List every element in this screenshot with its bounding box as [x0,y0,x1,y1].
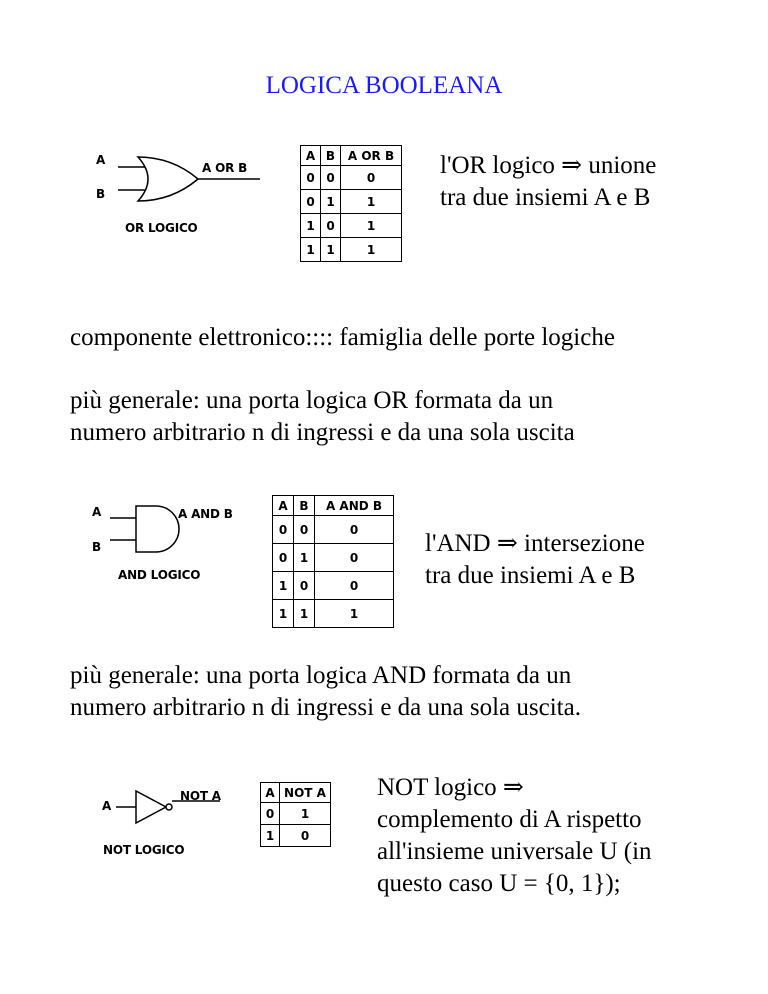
table-cell: 0 [321,214,341,238]
not-description-line: all'insieme universale U (in [377,838,652,865]
table-cell: 1 [321,190,341,214]
and-general-paragraph [70,660,581,724]
not-gate-caption: NOT LOGICO [103,843,185,857]
table-cell: 0 [315,516,394,544]
and-gate-caption: AND LOGICO [118,568,201,582]
table-cell: 1 [261,825,280,847]
table-cell: 0 [280,825,331,847]
or-gate-caption: OR LOGICO [125,221,198,235]
or-general-paragraph [70,385,575,449]
and-input-b-label: B [92,540,101,554]
table-header: B [294,496,315,516]
table-header-row [261,783,331,803]
table-header: A AND B [315,496,394,516]
not-truth-table [260,782,331,847]
not-description [377,772,652,900]
not-description-line: NOT logico ⇒ [377,774,524,801]
table-cell: 1 [341,190,402,214]
paragraph-line: numero arbitrario n di ingressi e da una sola uscita. [70,694,581,721]
table-cell: 1 [273,600,294,628]
and-description [425,528,645,592]
or-gate-diagram [90,145,275,240]
not-description-line: questo caso U = {0, 1}); [377,870,621,897]
component-paragraph: componente elettronico:::: famiglia delle porte logiche [70,324,615,351]
table-cell: 1 [341,214,402,238]
table-cell: 1 [273,572,294,600]
table-cell: 1 [315,600,394,628]
or-gate-symbol [90,145,275,205]
not-output-label: NOT A [180,789,221,803]
table-cell: 1 [280,803,331,825]
or-input-a-label: A [96,153,106,167]
table-cell: 0 [294,516,315,544]
and-gate-diagram [90,500,260,595]
and-gate-symbol [90,500,260,560]
not-gate-diagram [100,785,250,860]
table-cell: 0 [315,572,394,600]
table-row [261,803,331,825]
or-output-label: A OR B [202,161,248,175]
table-row [301,214,402,238]
table-row [273,516,394,544]
table-row [301,166,402,190]
table-cell: 0 [315,544,394,572]
not-gate-symbol [100,785,250,835]
or-description-line: l'OR logico ⇒ unione [440,152,657,179]
table-row [301,238,402,262]
table-header: B [321,146,341,166]
and-input-a-label: A [92,505,102,519]
table-row [301,190,402,214]
table-row [261,825,331,847]
table-header: A [261,783,280,803]
not-input-label: A [102,799,112,813]
table-cell: 0 [294,572,315,600]
page-title: LOGICA BOOLEANA [265,72,503,99]
table-header: A [273,496,294,516]
table-cell: 0 [301,166,321,190]
table-cell: 1 [301,214,321,238]
table-cell: 0 [273,516,294,544]
and-truth-table [272,495,394,628]
table-row [273,544,394,572]
table-header: A [301,146,321,166]
table-header-row [273,496,394,516]
paragraph-line: più generale: una porta logica OR formata da un [70,387,554,414]
table-cell: 0 [341,166,402,190]
table-cell: 0 [273,544,294,572]
or-truth-table [300,145,402,262]
paragraph-line: numero arbitrario n di ingressi e da una sola uscita [70,419,575,446]
paragraph-line: più generale: una porta logica AND formata da un [70,662,572,689]
table-header-row [301,146,402,166]
table-cell: 1 [321,238,341,262]
or-description-line: tra due insiemi A e B [440,184,651,211]
or-input-b-label: B [96,187,105,201]
table-cell: 1 [301,238,321,262]
table-cell: 0 [321,166,341,190]
table-cell: 1 [341,238,402,262]
table-row [273,600,394,628]
table-cell: 0 [261,803,280,825]
table-cell: 1 [294,600,315,628]
table-header: NOT A [280,783,331,803]
table-cell: 0 [301,190,321,214]
and-description-line: tra due insiemi A e B [425,562,636,589]
and-description-line: l'AND ⇒ intersezione [425,530,645,557]
and-output-label: A AND B [178,507,233,521]
table-cell: 1 [294,544,315,572]
or-description [440,150,656,214]
table-header: A OR B [341,146,402,166]
table-row [273,572,394,600]
not-description-line: complemento di A rispetto [377,806,642,833]
